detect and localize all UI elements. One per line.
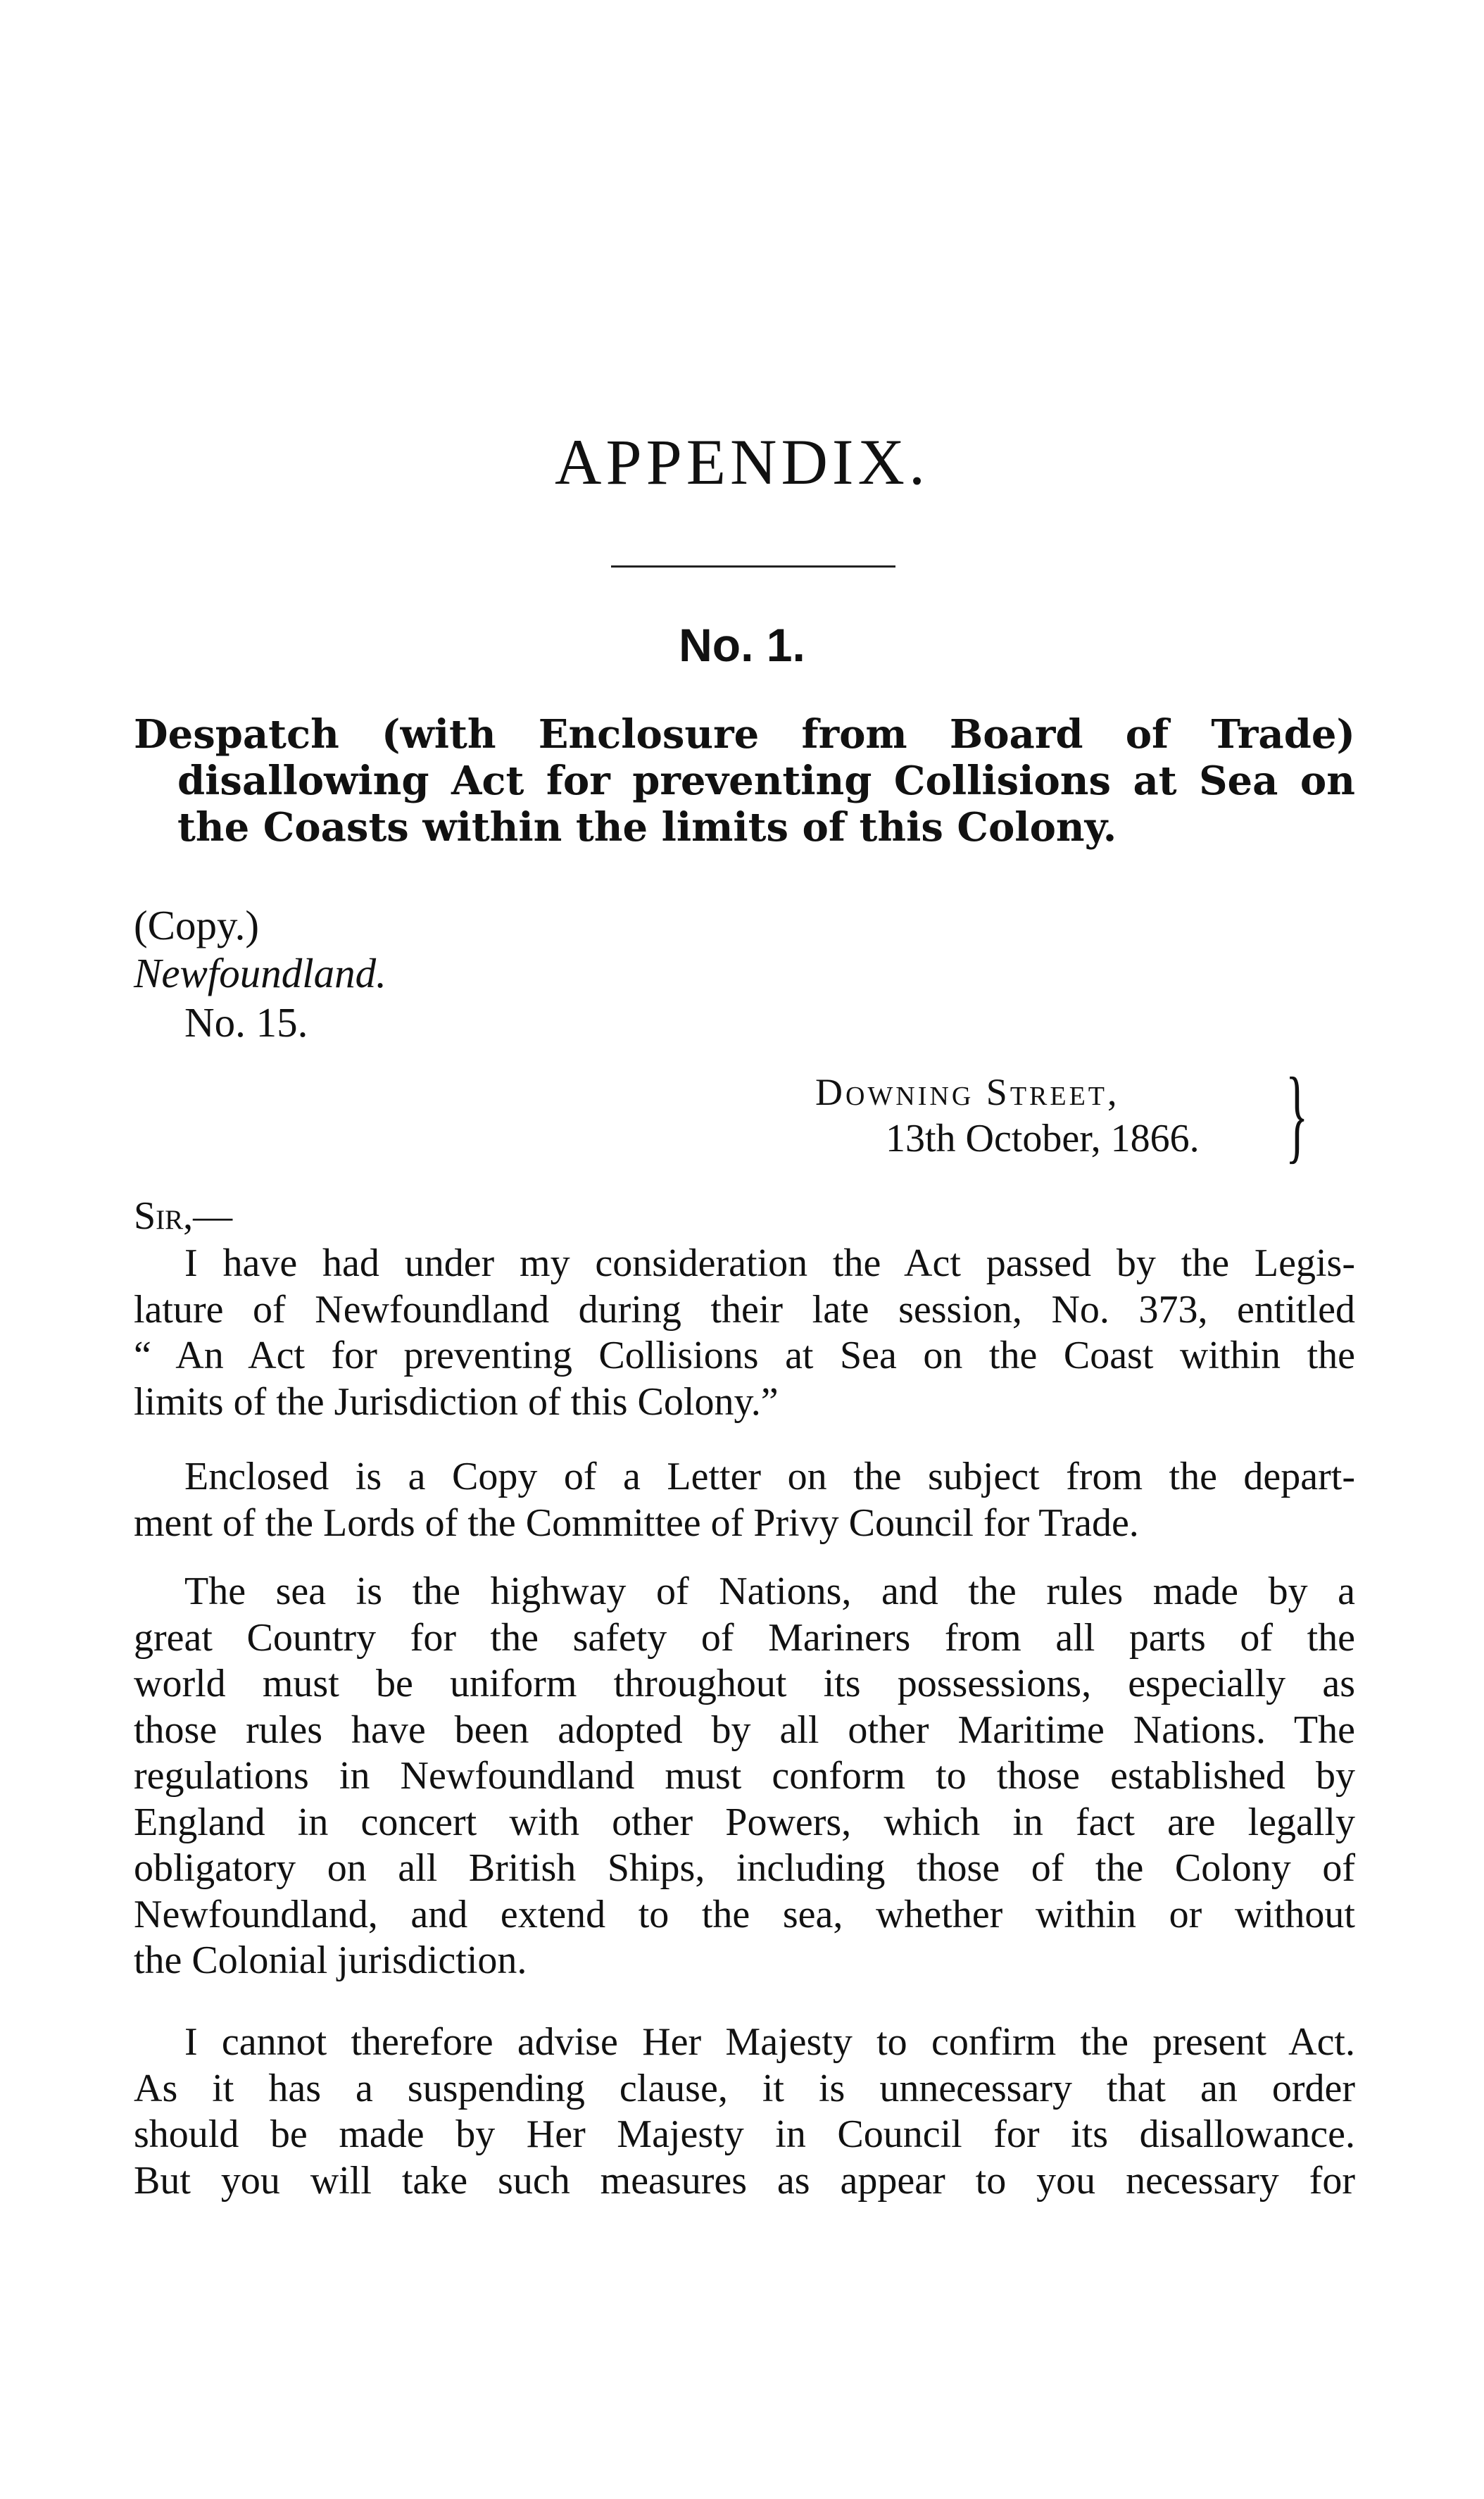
address-date: 13th October, 1866.	[886, 1117, 1200, 1160]
paragraph	[134, 1241, 1355, 1425]
salutation: Sir,—	[134, 1194, 233, 1238]
text-line: Enclosed is a Copy of a Letter on the subject from the depart-	[184, 1455, 1355, 1498]
despatch-number: No. 15.	[184, 999, 308, 1046]
text-line: those rules have been adopted by all other Maritime Nations. The	[134, 1708, 1355, 1752]
address-brace: }	[1285, 1056, 1309, 1173]
paragraph	[134, 1454, 1355, 1546]
text-line: Newfoundland, and extend to the sea, whether within or without	[134, 1892, 1355, 1936]
text-line: England in concert with other Powers, which in fact are legally	[134, 1800, 1355, 1844]
heading-divider	[611, 565, 895, 568]
address-street: Downing Street,	[815, 1071, 1120, 1113]
appendix-heading: APPENDIX.	[555, 426, 929, 498]
text-line: obligatory on all British Ships, including those of the Colony of	[134, 1846, 1355, 1890]
text-line: ment of the Lords of the Committee of Privy Council for Trade.	[134, 1501, 1139, 1545]
text-line: limits of the Jurisdiction of this Colony.”	[134, 1379, 779, 1424]
title-line: disallowing Act for preventing Collisions at Sea on	[177, 758, 1355, 804]
text-line: “ An Act for preventing Collisions at Sea on the Coast within the	[134, 1334, 1355, 1377]
text-line: But you will take such measures as appear to you necessary for	[134, 2158, 1355, 2203]
colony-label: Newfoundland.	[134, 950, 386, 996]
document-number-heading: No. 1.	[679, 619, 805, 671]
paragraph	[134, 1569, 1355, 1984]
text-line: the Colonial jurisdiction.	[134, 1939, 527, 1982]
text-line: I cannot therefore advise Her Majesty to confirm the present Act.	[184, 2020, 1355, 2064]
text-line: I have had under my consideration the Act passed by the Legis-	[184, 1241, 1355, 1285]
copy-label: (Copy.)	[134, 902, 260, 948]
text-line: regulations in Newfoundland must conform to those established by	[134, 1754, 1355, 1798]
text-line: great Country for the safety of Mariners from all parts of the	[134, 1615, 1355, 1660]
title-line: the Coasts within the limits of this Colony.	[177, 804, 1117, 851]
title-line: Despatch (with Enclosure from Board of Trade)	[134, 711, 1355, 758]
text-line: lature of Newfoundland during their late session, No. 373, entitled	[134, 1287, 1355, 1332]
despatch-title	[134, 711, 1355, 851]
text-line: should be made by Her Majesty in Council for its disallowance.	[134, 2112, 1355, 2156]
text-line: world must be uniform throughout its possessions, especially as	[134, 1662, 1355, 1705]
text-line: As it has a suspending clause, it is unnecessary that an order	[134, 2066, 1355, 2110]
text-line: The sea is the highway of Nations, and the rules made by a	[184, 1570, 1355, 1613]
paragraph	[134, 2019, 1355, 2204]
